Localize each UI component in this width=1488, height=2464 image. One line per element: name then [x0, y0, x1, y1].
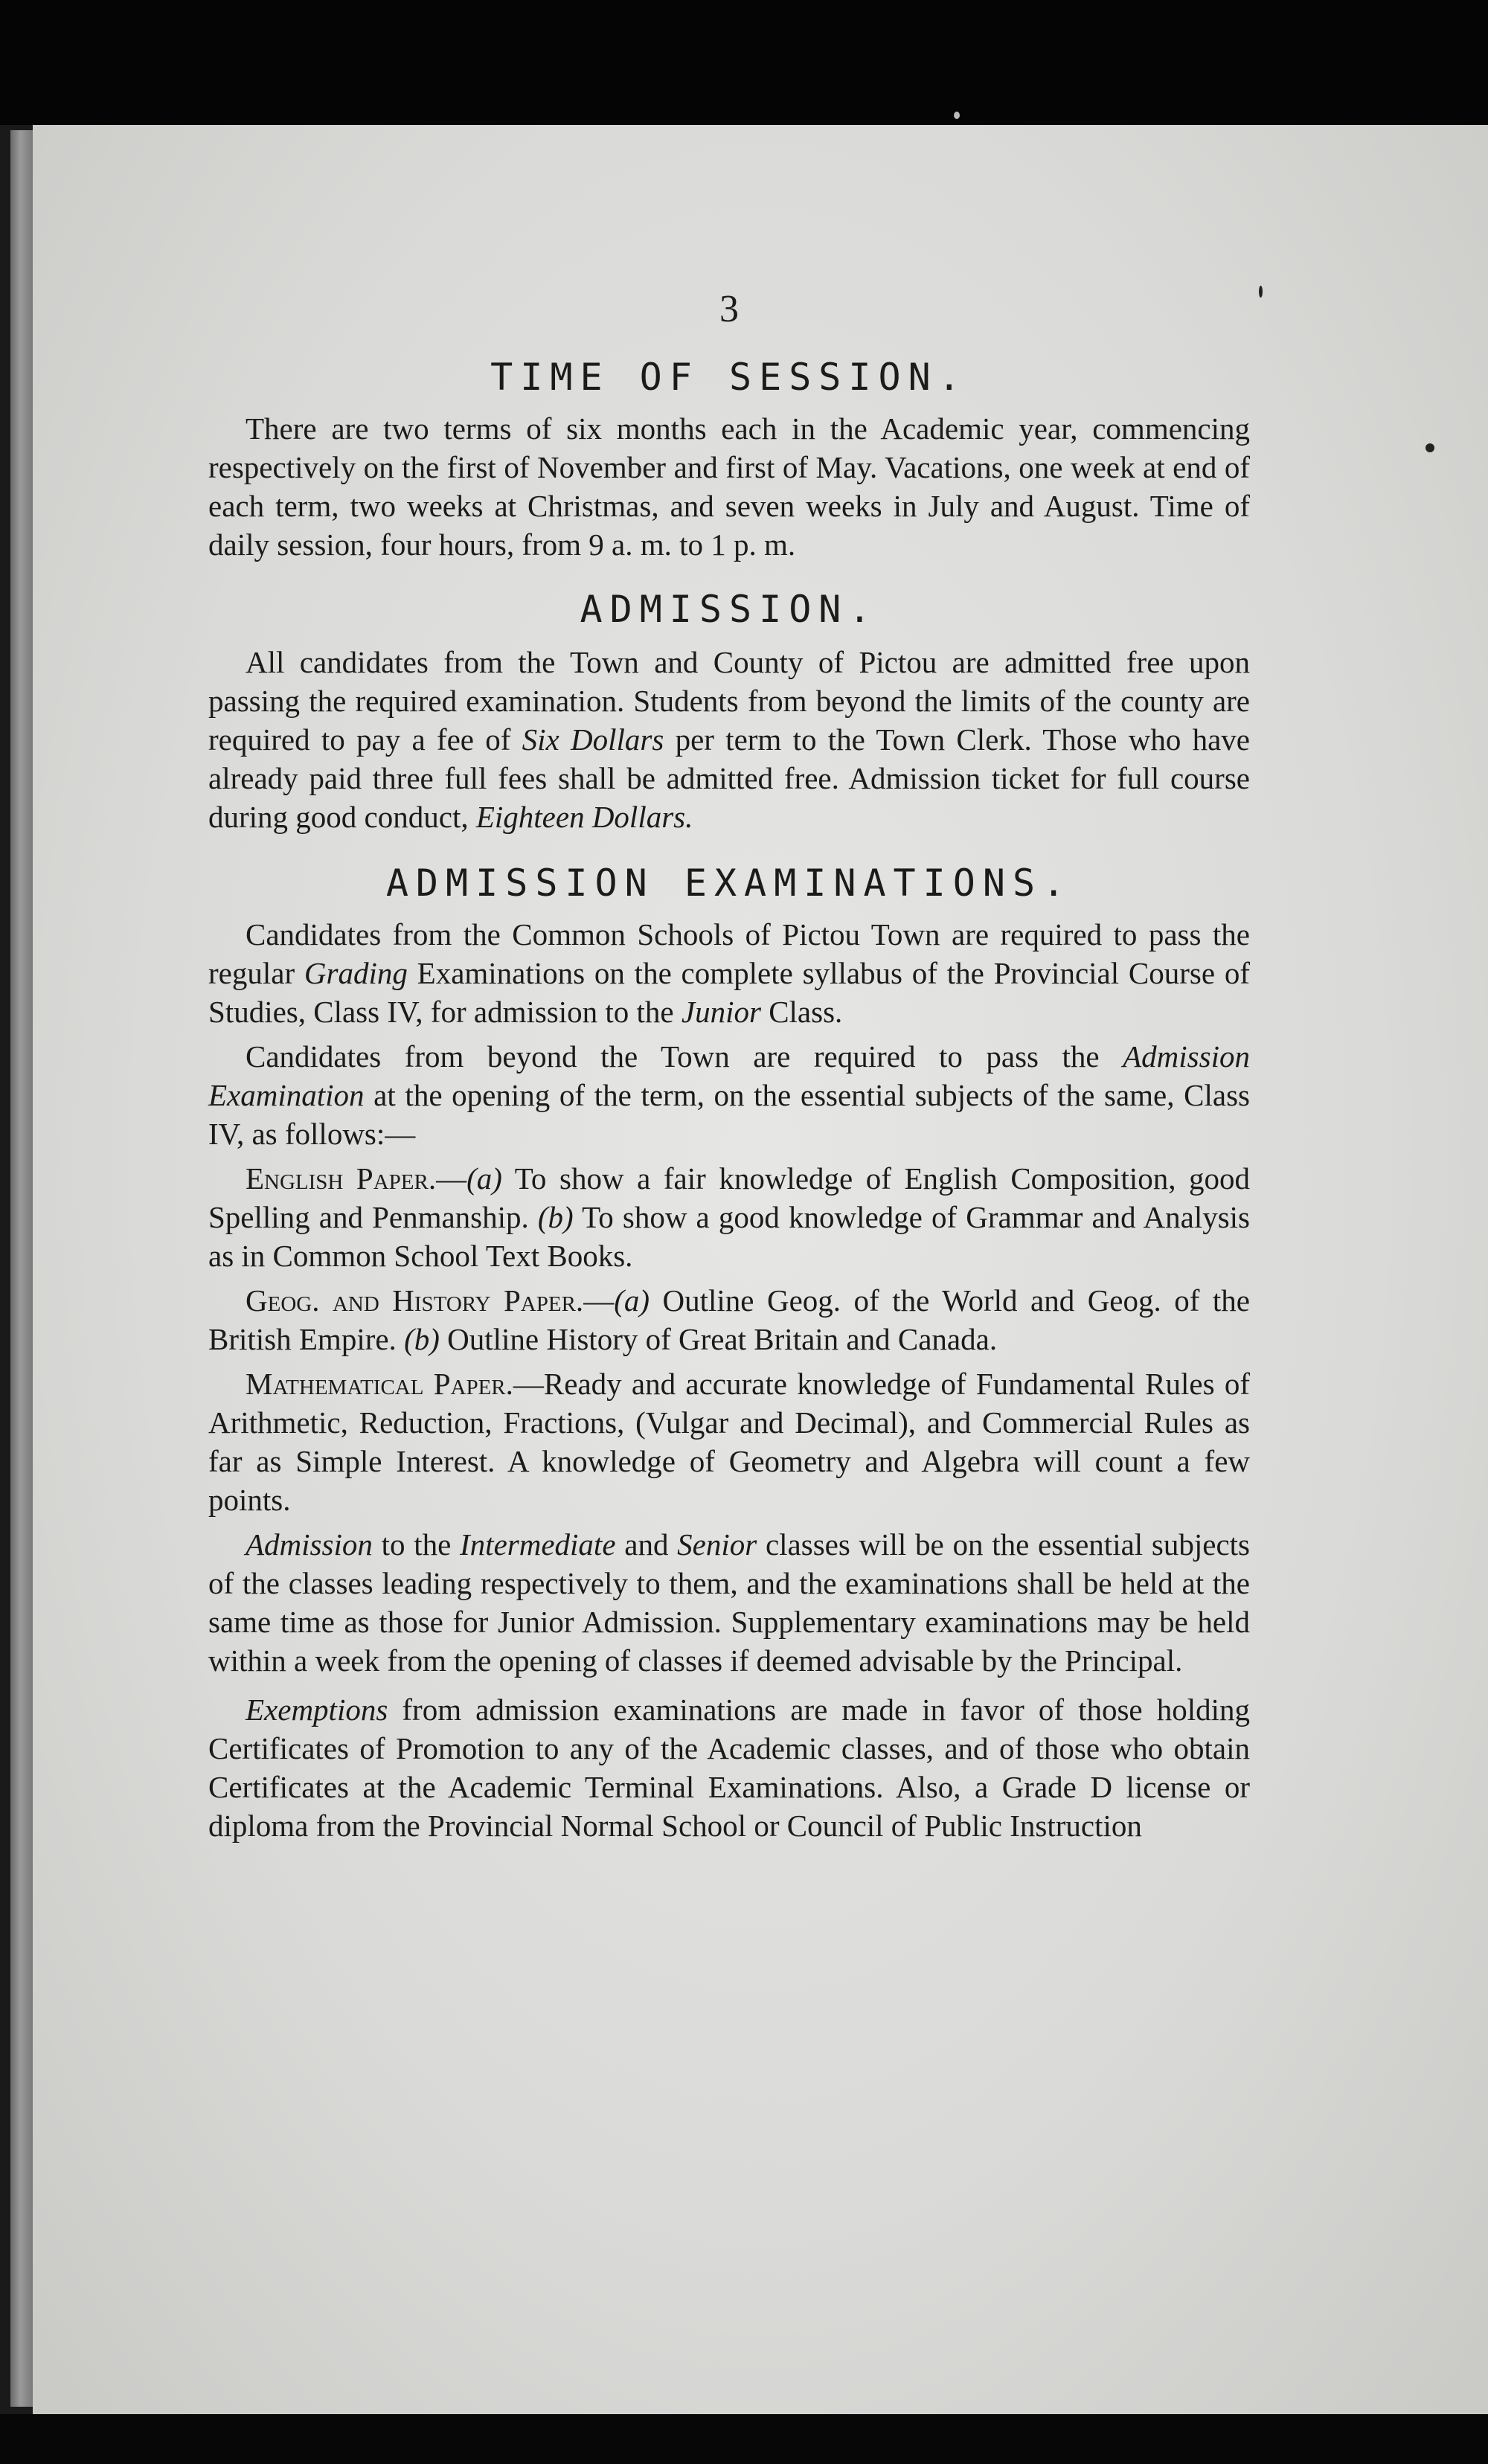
- scan-top-border: [0, 0, 1488, 125]
- ink-speck: [954, 112, 960, 119]
- admission-to-text-a: to the: [372, 1527, 461, 1562]
- geog-item-a: (a): [614, 1283, 650, 1318]
- admission-examination-term: Admission Examination: [208, 1039, 1250, 1112]
- english-paper-label: English Paper.: [246, 1161, 437, 1196]
- english-item-b: (b): [537, 1200, 574, 1234]
- mathematical-label: Mathematical Paper.: [246, 1367, 513, 1401]
- exemptions-text: from admission examinations are made in favor of those holding Certificates of Promotion to any of the Academic classes, and of those who obtain Certificates at the Academic Terminal Examinations. Also, a Grade D license or diploma from the Provincial Normal School or Council of Public Instruction: [208, 1693, 1250, 1843]
- admission-to-text-c: classes will be on the essential subjects of the classes leading respectively to them, and the examinations shall be held at the same time as those for Junior Admission. Supplementary examinations may be held within a week from the opening of classes if deemed advisable by the Principal.: [208, 1527, 1251, 1678]
- page-text: [208, 287, 1250, 1845]
- book-spine: [10, 130, 33, 2407]
- admission-term: Admission: [246, 1527, 373, 1562]
- admission-to-classes-paragraph: [208, 1525, 1250, 1680]
- admission-ticket-price: Eighteen Dollars.: [475, 800, 693, 834]
- geog-text-c: Outline History of Great Britain and Canada.: [439, 1322, 998, 1356]
- common-text-c: Class.: [760, 995, 843, 1029]
- beyond-text-a: Candidates from beyond the Town are required to pass the: [246, 1039, 1123, 1074]
- geog-dash: —: [583, 1283, 615, 1318]
- admission-paragraph: [208, 643, 1250, 836]
- admission-to-text-b: and: [615, 1527, 678, 1562]
- admission-text-1: All candidates from the Town and County of Pictou are admitted free upon passing the required examination. Students from beyond the limits of the county are required to pay a fee of: [208, 645, 1250, 757]
- exemptions-paragraph: [208, 1690, 1250, 1845]
- english-text-b: To show a fair knowledge of English Composition, good Spelling and Penmanship.: [208, 1161, 1251, 1234]
- time-of-session-heading: TIME OF SESSION.: [490, 356, 968, 399]
- time-of-session-paragraph: There are two terms of six months each in the Academic year, commencing respectively on the first of November and first of May. Vacations, one week at end of each term, two weeks at Christmas, and seven weeks in July and August. Time of daily session, four hours, from 9 a. m. to 1 p. m.: [208, 411, 1250, 562]
- admission-fee: Six Dollars: [522, 722, 664, 757]
- ink-speck: [1426, 443, 1434, 452]
- ink-speck: [1259, 286, 1263, 298]
- beyond-town-paragraph: [208, 1037, 1250, 1153]
- page-number: 3: [719, 288, 739, 330]
- admission-examinations-heading: ADMISSION EXAMINATIONS.: [385, 862, 1073, 905]
- english-item-a: (a): [466, 1161, 502, 1196]
- admission-heading: ADMISSION.: [580, 588, 879, 631]
- junior-term: Junior: [681, 995, 761, 1029]
- mathematical-paragraph: [208, 1364, 1250, 1519]
- grading-term: Grading: [304, 956, 408, 990]
- english-dash: —: [436, 1161, 467, 1196]
- common-text-b: Examinations on the complete syllabus of the Provincial Course of Studies, Class IV, for admission to the: [208, 956, 1251, 1029]
- mathematical-text: —Ready and accurate knowledge of Fundamental Rules of Arithmetic, Reduction, Fractions, (Vulgar and Decimal), and Commercial Rules as far as Simple Interest. A knowledge of Geometry and Algebra will count a few points.: [208, 1367, 1250, 1517]
- admission-text-2: per term to the Town Clerk. Those who have already paid three full fees shall be admitted free. Admission ticket for full course during good conduct,: [208, 722, 1250, 834]
- geog-text-b: Outline Geog. of the World and Geog. of the British Empire.: [208, 1283, 1250, 1356]
- english-text-c: To show a good knowledge of Grammar and Analysis as in Common School Text Books.: [208, 1200, 1251, 1273]
- common-schools-paragraph: [208, 915, 1250, 1031]
- beyond-text-b: at the opening of the term, on the essential subjects of the same, Class IV, as follows:—: [208, 1078, 1250, 1151]
- exemptions-label: Exemptions: [246, 1693, 388, 1727]
- geog-item-b: (b): [404, 1322, 440, 1356]
- intermediate-term: Intermediate: [460, 1527, 616, 1562]
- common-text-a: Candidates from the Common Schools of Pictou Town are required to pass the regular: [208, 917, 1250, 990]
- english-paper-paragraph: [208, 1159, 1250, 1275]
- geog-history-paragraph: [208, 1281, 1250, 1358]
- senior-term: Senior: [677, 1527, 757, 1562]
- scan-bottom-border: [0, 2414, 1488, 2464]
- geog-history-label: Geog. and History Paper.: [246, 1283, 584, 1318]
